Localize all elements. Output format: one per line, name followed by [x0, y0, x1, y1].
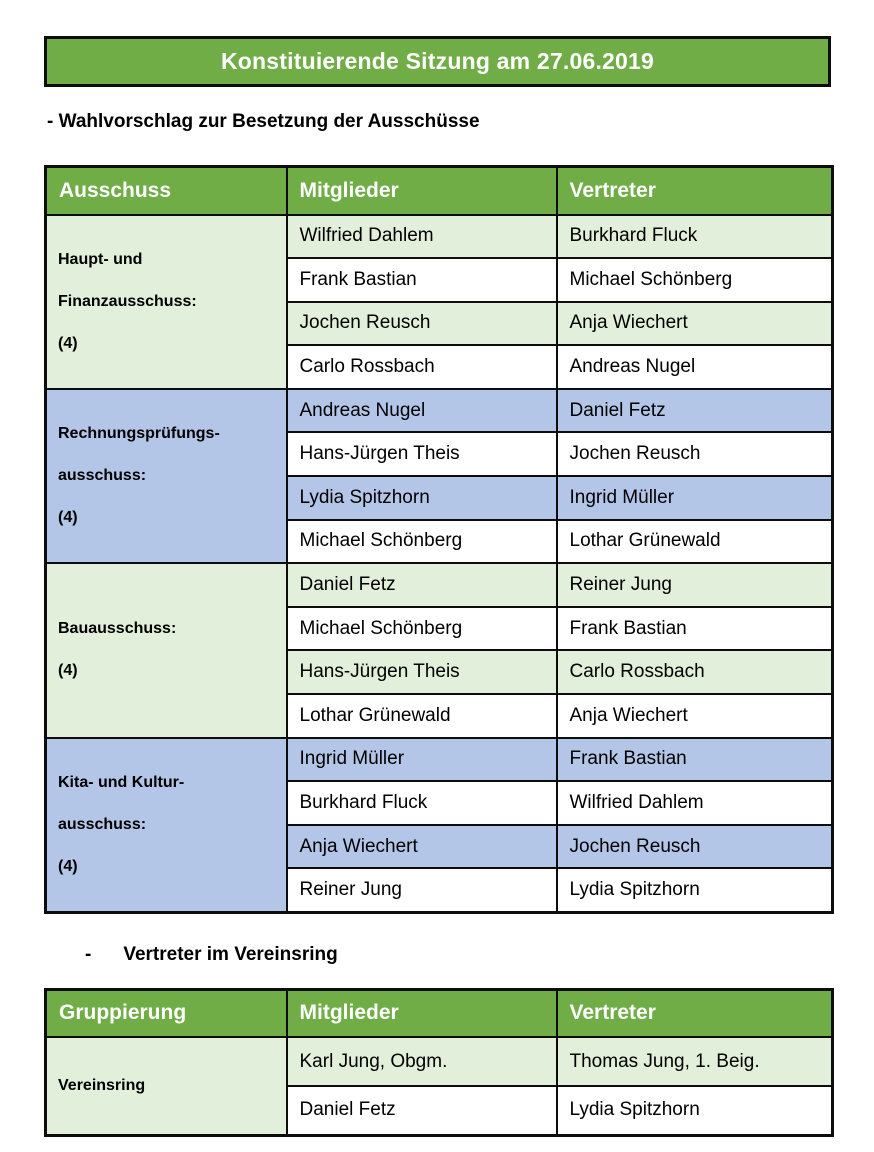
- deputy-cell: Thomas Jung, 1. Beig.: [557, 1037, 833, 1086]
- table-row: [46, 389, 833, 433]
- group-name-cell: [46, 563, 287, 737]
- section-heading-vereinsring: [44, 944, 831, 966]
- column-header: Vertreter: [557, 989, 833, 1037]
- member-cell: Hans-Jürgen Theis: [287, 650, 557, 694]
- table-row: [46, 1037, 833, 1086]
- group-name-line: (4): [58, 509, 78, 527]
- member-cell: Ingrid Müller: [287, 738, 557, 782]
- deputy-cell: Lydia Spitzhorn: [557, 868, 833, 912]
- deputy-cell: Anja Wiechert: [557, 302, 833, 346]
- group-name-line: (4): [58, 662, 78, 680]
- column-header: Mitglieder: [287, 167, 557, 215]
- group-name-line: ausschuss:: [58, 815, 147, 833]
- group-name-line: Finanzausschuss:: [58, 292, 197, 310]
- deputy-cell: Jochen Reusch: [557, 432, 833, 476]
- deputy-cell: Ingrid Müller: [557, 476, 833, 520]
- group-name-line: Kita- und Kultur-: [58, 773, 185, 791]
- column-header: Mitglieder: [287, 989, 557, 1037]
- vereinsring-table: [44, 988, 834, 1137]
- member-cell: Wilfried Dahlem: [287, 215, 557, 259]
- member-cell: Frank Bastian: [287, 258, 557, 302]
- list-dash: -: [85, 943, 92, 965]
- member-cell: Carlo Rossbach: [287, 345, 557, 389]
- member-cell: Michael Schönberg: [287, 520, 557, 564]
- deputy-cell: Michael Schönberg: [557, 258, 833, 302]
- member-cell: Reiner Jung: [287, 868, 557, 912]
- deputy-cell: Lydia Spitzhorn: [557, 1086, 833, 1135]
- group-name-line: ausschuss:: [58, 467, 147, 485]
- group-name-cell: [46, 738, 287, 912]
- deputy-cell: Lothar Grünewald: [557, 520, 833, 564]
- deputy-cell: Anja Wiechert: [557, 694, 833, 738]
- deputy-cell: Daniel Fetz: [557, 389, 833, 433]
- deputy-cell: Frank Bastian: [557, 607, 833, 651]
- member-cell: Burkhard Fluck: [287, 781, 557, 825]
- deputy-cell: Reiner Jung: [557, 563, 833, 607]
- committee-assignment-table: [44, 165, 834, 914]
- deputy-cell: Frank Bastian: [557, 738, 833, 782]
- deputy-cell: Carlo Rossbach: [557, 650, 833, 694]
- section-heading-vereinsring-text: Vertreter im Vereinsring: [123, 943, 338, 965]
- meeting-title-banner: Konstituierende Sitzung am 27.06.2019: [44, 36, 831, 87]
- group-name-cell: [46, 215, 287, 389]
- member-cell: Lothar Grünewald: [287, 694, 557, 738]
- member-cell: Michael Schönberg: [287, 607, 557, 651]
- deputy-cell: Jochen Reusch: [557, 825, 833, 869]
- column-header: Ausschuss: [46, 167, 287, 215]
- column-header: Gruppierung: [46, 989, 287, 1037]
- table-header-row: [46, 167, 833, 215]
- member-cell: Daniel Fetz: [287, 563, 557, 607]
- deputy-cell: Burkhard Fluck: [557, 215, 833, 259]
- deputy-cell: Wilfried Dahlem: [557, 781, 833, 825]
- column-header: Vertreter: [557, 167, 833, 215]
- member-cell: Anja Wiechert: [287, 825, 557, 869]
- section-heading-proposal: - Wahlvorschlag zur Besetzung der Ausschüsse: [47, 111, 480, 132]
- group-name-cell: [46, 389, 287, 563]
- deputy-cell: Andreas Nugel: [557, 345, 833, 389]
- group-name-line: Bauausschuss:: [58, 620, 177, 638]
- group-name-line: (4): [58, 334, 78, 352]
- member-cell: Jochen Reusch: [287, 302, 557, 346]
- group-name-line: Vereinsring: [58, 1076, 146, 1094]
- table-row: [46, 563, 833, 607]
- table-row: [46, 215, 833, 259]
- member-cell: Hans-Jürgen Theis: [287, 432, 557, 476]
- table-header-row: [46, 989, 833, 1037]
- group-name-cell: [46, 1037, 287, 1135]
- table-row: [46, 738, 833, 782]
- member-cell: Karl Jung, Obgm.: [287, 1037, 557, 1086]
- group-name-line: (4): [58, 857, 78, 875]
- member-cell: Daniel Fetz: [287, 1086, 557, 1135]
- group-name-line: Rechnungsprüfungs-: [58, 425, 220, 443]
- member-cell: Lydia Spitzhorn: [287, 476, 557, 520]
- member-cell: Andreas Nugel: [287, 389, 557, 433]
- group-name-line: Haupt- und: [58, 250, 143, 268]
